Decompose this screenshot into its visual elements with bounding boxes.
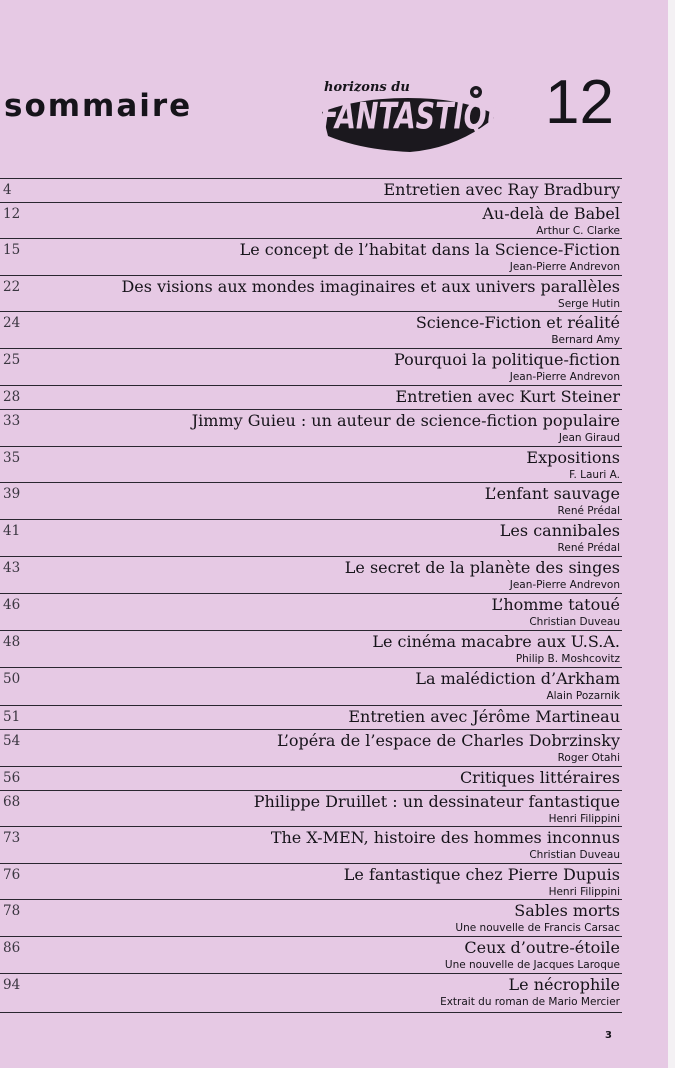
entry-author: F. Lauri A.	[569, 469, 620, 481]
page-number: 3	[605, 1030, 612, 1041]
entry-page-number: 22	[3, 279, 21, 295]
entry-title: Philippe Druillet : un dessinateur fantastique	[253, 792, 620, 811]
entry-page-number: 86	[3, 940, 21, 956]
entry-author: Philip B. Moshcovitz	[515, 653, 620, 665]
entry-page-number: 4	[3, 182, 12, 198]
entry-author: Henri Filippini	[548, 813, 620, 825]
toc-entry	[0, 937, 622, 973]
entry-page-number: 25	[3, 352, 21, 368]
entry-page-number: 46	[3, 597, 21, 613]
toc-entry	[0, 864, 622, 899]
entry-page-number: 51	[3, 709, 21, 725]
toc-entry	[0, 349, 622, 385]
page-title: sommaire	[4, 88, 193, 124]
toc-entry	[0, 386, 622, 409]
toc-entry	[0, 239, 622, 275]
entry-title: Des visions aux mondes imaginaires et aux univers parallèles	[121, 277, 620, 296]
entry-author: Jean Giraud	[558, 432, 620, 444]
toc-entry	[0, 483, 622, 519]
toc-entry	[0, 557, 622, 593]
entry-title: Le concept de l’habitat dans la Science-Fiction	[239, 240, 620, 259]
entry-title: L’enfant sauvage	[484, 484, 620, 503]
entry-author: Une nouvelle de Jacques Laroque	[444, 959, 620, 971]
entry-title: Le secret de la planète des singes	[344, 558, 620, 577]
entry-author: Arthur C. Clarke	[536, 225, 620, 237]
entry-page-number: 76	[3, 867, 21, 883]
entry-title: Le fantastique chez Pierre Dupuis	[343, 865, 620, 884]
entry-author: Jean-Pierre Andrevon	[509, 371, 620, 383]
entry-author: Jean-Pierre Andrevon	[509, 261, 620, 273]
entry-title: Au-delà de Babel	[482, 204, 620, 223]
entry-author: Serge Hutin	[558, 298, 620, 310]
entry-title: The X-MEN, histoire des hommes inconnus	[270, 828, 620, 847]
entry-author: Christian Duveau	[529, 849, 620, 861]
entry-title: Jimmy Guieu : un auteur de science-fiction populaire	[191, 411, 620, 430]
toc-entry	[0, 974, 622, 1012]
toc-entry	[0, 520, 622, 556]
entry-title: Sables morts	[514, 901, 620, 920]
entry-title: Pourquoi la politique-fiction	[393, 350, 620, 369]
toc-entry	[0, 791, 622, 826]
entry-title: Expositions	[526, 448, 620, 467]
entry-title: Le nécrophile	[508, 975, 620, 994]
logo-top-text: horizons du	[324, 80, 410, 95]
entry-author: Extrait du roman de Mario Mercier	[440, 996, 620, 1008]
toc-entry	[0, 827, 622, 863]
toc-entry	[0, 410, 622, 446]
entry-title: Critiques littéraires	[459, 768, 620, 787]
entry-page-number: 56	[3, 770, 21, 786]
entry-page-number: 43	[3, 560, 21, 576]
page-edge	[668, 0, 675, 1068]
entry-title: Science-Fiction et réalité	[415, 313, 620, 332]
entry-page-number: 73	[3, 830, 21, 846]
row-divider	[0, 1012, 622, 1013]
entry-author: Roger Otahi	[557, 752, 620, 764]
entry-title: Les cannibales	[499, 521, 620, 540]
entry-title: Ceux d’outre-étoile	[464, 938, 620, 957]
entry-author: Bernard Amy	[551, 334, 620, 346]
entry-page-number: 28	[3, 389, 21, 405]
toc-entry	[0, 730, 622, 766]
toc-entry	[0, 594, 622, 630]
entry-title: L’opéra de l’espace de Charles Dobrzinsky	[276, 731, 620, 750]
entry-author: Une nouvelle de Francis Carsac	[455, 922, 620, 934]
entry-author: Jean-Pierre Andrevon	[509, 579, 620, 591]
entry-author: René Prédal	[557, 505, 620, 517]
entry-title: La malédiction d’Arkham	[415, 669, 620, 688]
toc-entry	[0, 312, 622, 348]
issue-number: 12	[545, 68, 614, 137]
entry-author: René Prédal	[557, 542, 620, 554]
entry-title: Le cinéma macabre aux U.S.A.	[372, 632, 620, 651]
toc-entry	[0, 276, 622, 311]
toc-entry	[0, 668, 622, 705]
entry-author: Henri Filippini	[548, 886, 620, 898]
toc-entry	[0, 179, 622, 202]
entry-page-number: 12	[3, 206, 21, 222]
toc-entry	[0, 900, 622, 936]
entry-author: Alain Pozarnik	[546, 690, 620, 702]
toc-entry	[0, 447, 622, 482]
toc-entry	[0, 203, 622, 238]
entry-title: Entretien avec Ray Bradbury	[383, 180, 620, 199]
entry-page-number: 94	[3, 977, 21, 993]
entry-page-number: 15	[3, 242, 21, 258]
entry-page-number: 54	[3, 733, 21, 749]
entry-page-number: 35	[3, 450, 21, 466]
entry-page-number: 78	[3, 903, 21, 919]
entry-page-number: 24	[3, 315, 21, 331]
entry-page-number: 41	[3, 523, 21, 539]
entry-page-number: 39	[3, 486, 21, 502]
entry-title: Entretien avec Jérôme Martineau	[348, 707, 620, 726]
entry-author: Christian Duveau	[529, 616, 620, 628]
entry-page-number: 50	[3, 671, 21, 687]
entry-title: Entretien avec Kurt Steiner	[395, 387, 620, 406]
toc-entry	[0, 767, 622, 790]
logo-main-text: FANTASTIQUE	[320, 96, 527, 138]
entry-title: L’homme tatoué	[491, 595, 620, 614]
entry-page-number: 48	[3, 634, 21, 650]
toc-entry	[0, 631, 622, 667]
toc-entry	[0, 706, 622, 729]
entry-page-number: 33	[3, 413, 21, 429]
entry-page-number: 68	[3, 794, 21, 810]
